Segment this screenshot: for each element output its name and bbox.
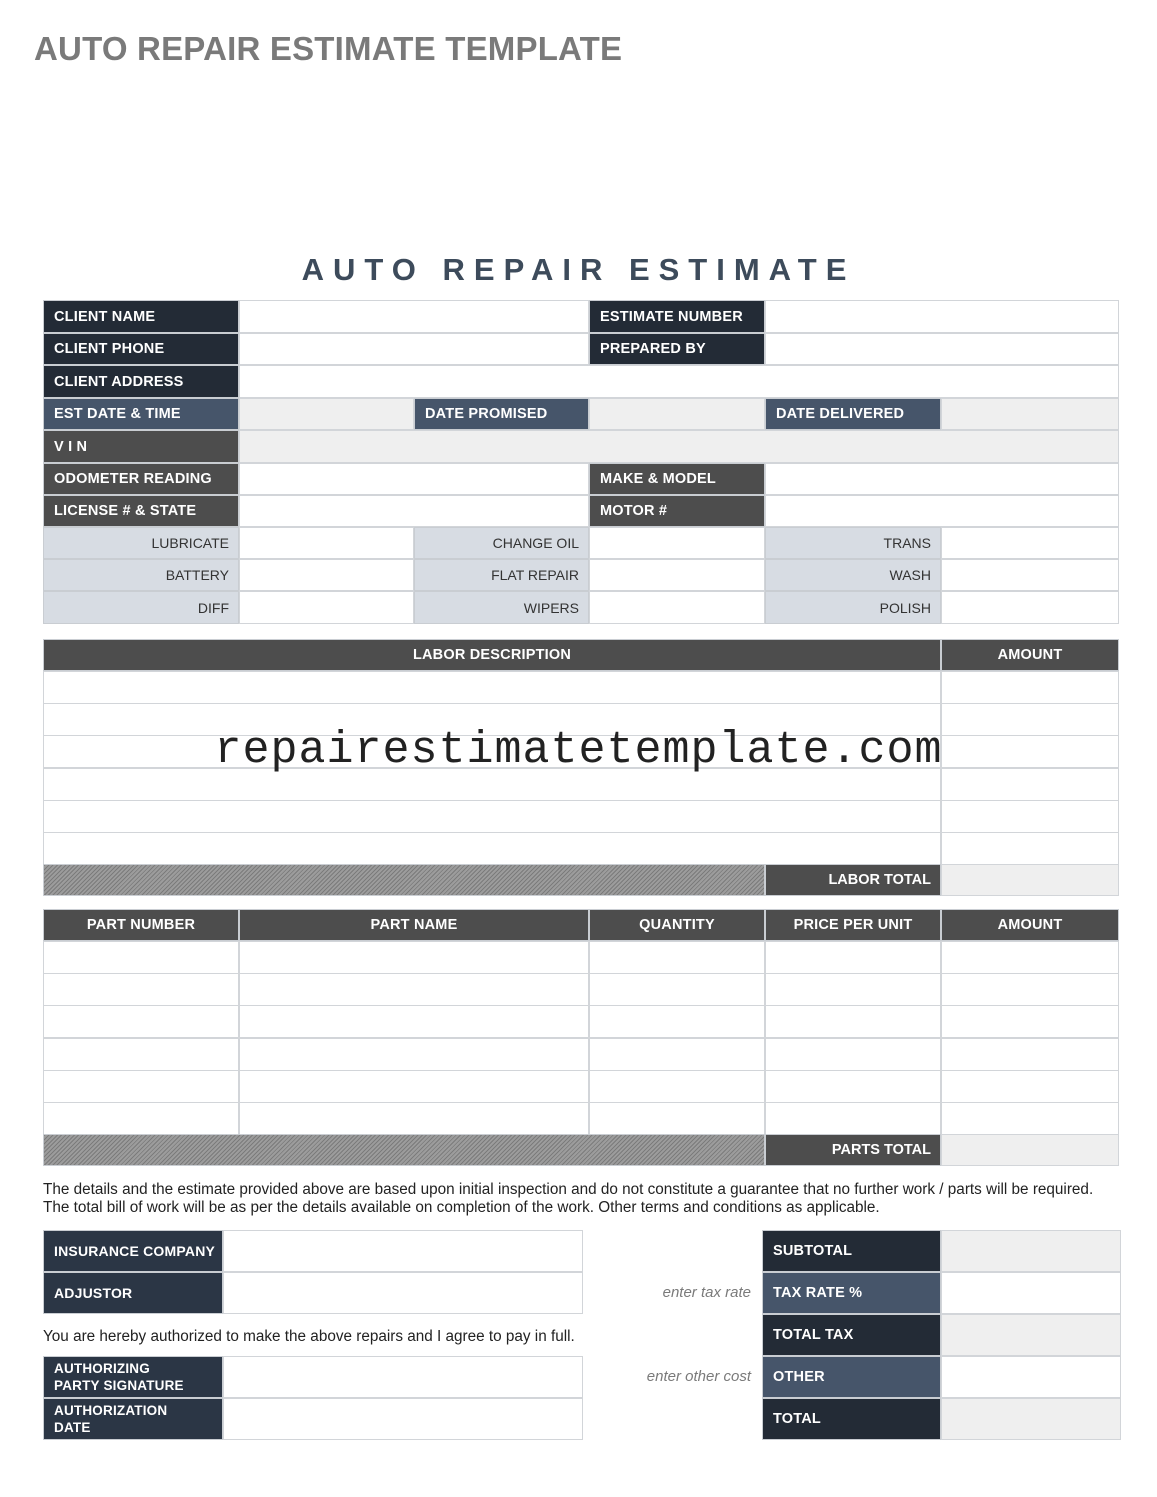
labor-amount-cell[interactable] bbox=[941, 671, 1119, 704]
part-name-header: PART NAME bbox=[239, 909, 589, 941]
form-title: AUTO REPAIR ESTIMATE bbox=[301, 252, 856, 287]
service-wash-field[interactable] bbox=[941, 559, 1119, 591]
service-lubricate-field[interactable] bbox=[239, 527, 414, 559]
insurance-company-field[interactable] bbox=[223, 1230, 583, 1272]
parts-total-field[interactable] bbox=[941, 1134, 1119, 1166]
part-amount-cell[interactable] bbox=[941, 1070, 1119, 1103]
client-phone-field[interactable] bbox=[239, 333, 589, 365]
part-amount-cell[interactable] bbox=[941, 941, 1119, 974]
watermark-text: repairestimatetemplate.com bbox=[214, 725, 943, 776]
part-name-cell[interactable] bbox=[239, 1038, 589, 1071]
part-number-cell[interactable] bbox=[43, 941, 239, 974]
part-amount-cell[interactable] bbox=[941, 1005, 1119, 1038]
client-name-field[interactable] bbox=[239, 300, 589, 333]
part-amount-cell[interactable] bbox=[941, 1038, 1119, 1071]
odometer-reading-label: ODOMETER READING bbox=[43, 463, 239, 495]
labor-amount-cell[interactable] bbox=[941, 832, 1119, 865]
adjustor-label: ADJUSTOR bbox=[43, 1272, 223, 1314]
service-diff-field[interactable] bbox=[239, 591, 414, 624]
odometer-reading-field[interactable] bbox=[239, 463, 589, 495]
parts-total-label: PARTS TOTAL bbox=[765, 1134, 941, 1166]
authorizing-signature-line2: PARTY SIGNATURE bbox=[54, 1378, 184, 1393]
authorization-date-line1: AUTHORIZATION bbox=[54, 1403, 168, 1418]
motor-field[interactable] bbox=[765, 495, 1119, 527]
labor-amount-cell[interactable] bbox=[941, 800, 1119, 833]
date-delivered-field[interactable] bbox=[941, 398, 1119, 430]
service-polish-field[interactable] bbox=[941, 591, 1119, 624]
service-flat-repair-label: FLAT REPAIR bbox=[414, 559, 589, 591]
part-amount-cell[interactable] bbox=[941, 973, 1119, 1006]
client-address-label: CLIENT ADDRESS bbox=[43, 365, 239, 398]
quantity-cell[interactable] bbox=[589, 973, 765, 1006]
labor-description-cell[interactable] bbox=[43, 800, 941, 833]
parts-total-filler bbox=[43, 1134, 765, 1166]
service-wipers-field[interactable] bbox=[589, 591, 765, 624]
estimate-number-field[interactable] bbox=[765, 300, 1119, 333]
labor-total-field[interactable] bbox=[941, 864, 1119, 896]
other-field[interactable] bbox=[941, 1356, 1121, 1398]
part-name-cell[interactable] bbox=[239, 1005, 589, 1038]
quantity-header: QUANTITY bbox=[589, 909, 765, 941]
authorization-date-field[interactable] bbox=[223, 1398, 583, 1440]
price-per-unit-cell[interactable] bbox=[765, 973, 941, 1006]
license-state-label: LICENSE # & STATE bbox=[43, 495, 239, 527]
authorization-date-label bbox=[43, 1398, 223, 1440]
labor-total-label: LABOR TOTAL bbox=[765, 864, 941, 896]
service-battery-label: BATTERY bbox=[43, 559, 239, 591]
other-label: OTHER bbox=[762, 1356, 941, 1398]
service-wipers-label: WIPERS bbox=[414, 591, 589, 624]
subtotal-label: SUBTOTAL bbox=[762, 1230, 941, 1272]
quantity-cell[interactable] bbox=[589, 941, 765, 974]
part-number-cell[interactable] bbox=[43, 1038, 239, 1071]
part-number-cell[interactable] bbox=[43, 1070, 239, 1103]
estimate-number-label: ESTIMATE NUMBER bbox=[589, 300, 765, 333]
motor-label: MOTOR # bbox=[589, 495, 765, 527]
date-promised-label: DATE PROMISED bbox=[414, 398, 589, 430]
part-name-cell[interactable] bbox=[239, 1102, 589, 1135]
total-label: TOTAL bbox=[762, 1398, 941, 1440]
service-battery-field[interactable] bbox=[239, 559, 414, 591]
client-address-field[interactable] bbox=[239, 365, 1119, 398]
make-model-field[interactable] bbox=[765, 463, 1119, 495]
quantity-cell[interactable] bbox=[589, 1102, 765, 1135]
vin-label: V I N bbox=[43, 430, 239, 463]
quantity-cell[interactable] bbox=[589, 1070, 765, 1103]
other-cost-hint: enter other cost bbox=[646, 1368, 751, 1385]
service-wash-label: WASH bbox=[765, 559, 941, 591]
price-per-unit-cell[interactable] bbox=[765, 1038, 941, 1071]
client-phone-label: CLIENT PHONE bbox=[43, 333, 239, 365]
price-per-unit-cell[interactable] bbox=[765, 1005, 941, 1038]
service-polish-label: POLISH bbox=[765, 591, 941, 624]
vin-field[interactable] bbox=[239, 430, 1119, 463]
authorization-date-line2: DATE bbox=[54, 1420, 91, 1435]
total-tax-label: TOTAL TAX bbox=[762, 1314, 941, 1356]
part-name-cell[interactable] bbox=[239, 941, 589, 974]
date-delivered-label: DATE DELIVERED bbox=[765, 398, 941, 430]
quantity-cell[interactable] bbox=[589, 1005, 765, 1038]
labor-amount-header: AMOUNT bbox=[941, 639, 1119, 671]
part-number-cell[interactable] bbox=[43, 1005, 239, 1038]
part-name-cell[interactable] bbox=[239, 973, 589, 1006]
part-number-header: PART NUMBER bbox=[43, 909, 239, 941]
adjustor-field[interactable] bbox=[223, 1272, 583, 1314]
service-lubricate-label: LUBRICATE bbox=[43, 527, 239, 559]
prepared-by-label: PREPARED BY bbox=[589, 333, 765, 365]
labor-total-filler bbox=[43, 864, 765, 896]
labor-description-cell[interactable] bbox=[43, 832, 941, 865]
tax-rate-field[interactable] bbox=[941, 1272, 1121, 1314]
prepared-by-field[interactable] bbox=[765, 333, 1119, 365]
service-trans-field[interactable] bbox=[941, 527, 1119, 559]
make-model-label: MAKE & MODEL bbox=[589, 463, 765, 495]
authorizing-signature-field[interactable] bbox=[223, 1356, 583, 1398]
authorization-text: You are hereby authorized to make the above repairs and I agree to pay in full. bbox=[43, 1328, 575, 1345]
service-flat-repair-field[interactable] bbox=[589, 559, 765, 591]
part-number-cell[interactable] bbox=[43, 1102, 239, 1135]
labor-description-cell[interactable] bbox=[43, 671, 941, 704]
quantity-cell[interactable] bbox=[589, 1038, 765, 1071]
part-name-cell[interactable] bbox=[239, 1070, 589, 1103]
client-name-label: CLIENT NAME bbox=[43, 300, 239, 333]
insurance-company-label: INSURANCE COMPANY bbox=[43, 1230, 223, 1272]
tax-rate-hint: enter tax rate bbox=[662, 1284, 751, 1301]
total-tax-field[interactable] bbox=[941, 1314, 1121, 1356]
service-trans-label: TRANS bbox=[765, 527, 941, 559]
part-amount-header: AMOUNT bbox=[941, 909, 1119, 941]
page-title: AUTO REPAIR ESTIMATE TEMPLATE bbox=[34, 30, 623, 67]
est-date-time-field[interactable] bbox=[239, 398, 414, 430]
total-field[interactable] bbox=[941, 1398, 1121, 1440]
part-number-cell[interactable] bbox=[43, 973, 239, 1006]
price-per-unit-cell[interactable] bbox=[765, 941, 941, 974]
price-per-unit-header: PRICE PER UNIT bbox=[765, 909, 941, 941]
price-per-unit-cell[interactable] bbox=[765, 1102, 941, 1135]
part-amount-cell[interactable] bbox=[941, 1102, 1119, 1135]
service-change-oil-field[interactable] bbox=[589, 527, 765, 559]
disclaimer-text: The details and the estimate provided above are based upon initial inspection and do not constitute a guarantee that no further work / parts will be required. The total bill of work will be as per the details available on completion of the work. Other terms and conditions as applicable. bbox=[43, 1181, 1094, 1216]
date-promised-field[interactable] bbox=[589, 398, 765, 430]
license-state-field[interactable] bbox=[239, 495, 589, 527]
service-diff-label: DIFF bbox=[43, 591, 239, 624]
service-change-oil-label: CHANGE OIL bbox=[414, 527, 589, 559]
tax-rate-label: TAX RATE % bbox=[762, 1272, 941, 1314]
price-per-unit-cell[interactable] bbox=[765, 1070, 941, 1103]
est-date-time-label: EST DATE & TIME bbox=[43, 398, 239, 430]
authorizing-signature-line1: AUTHORIZING bbox=[54, 1361, 150, 1376]
subtotal-field[interactable] bbox=[941, 1230, 1121, 1272]
authorizing-signature-label bbox=[43, 1356, 223, 1398]
labor-description-header: LABOR DESCRIPTION bbox=[43, 639, 941, 671]
